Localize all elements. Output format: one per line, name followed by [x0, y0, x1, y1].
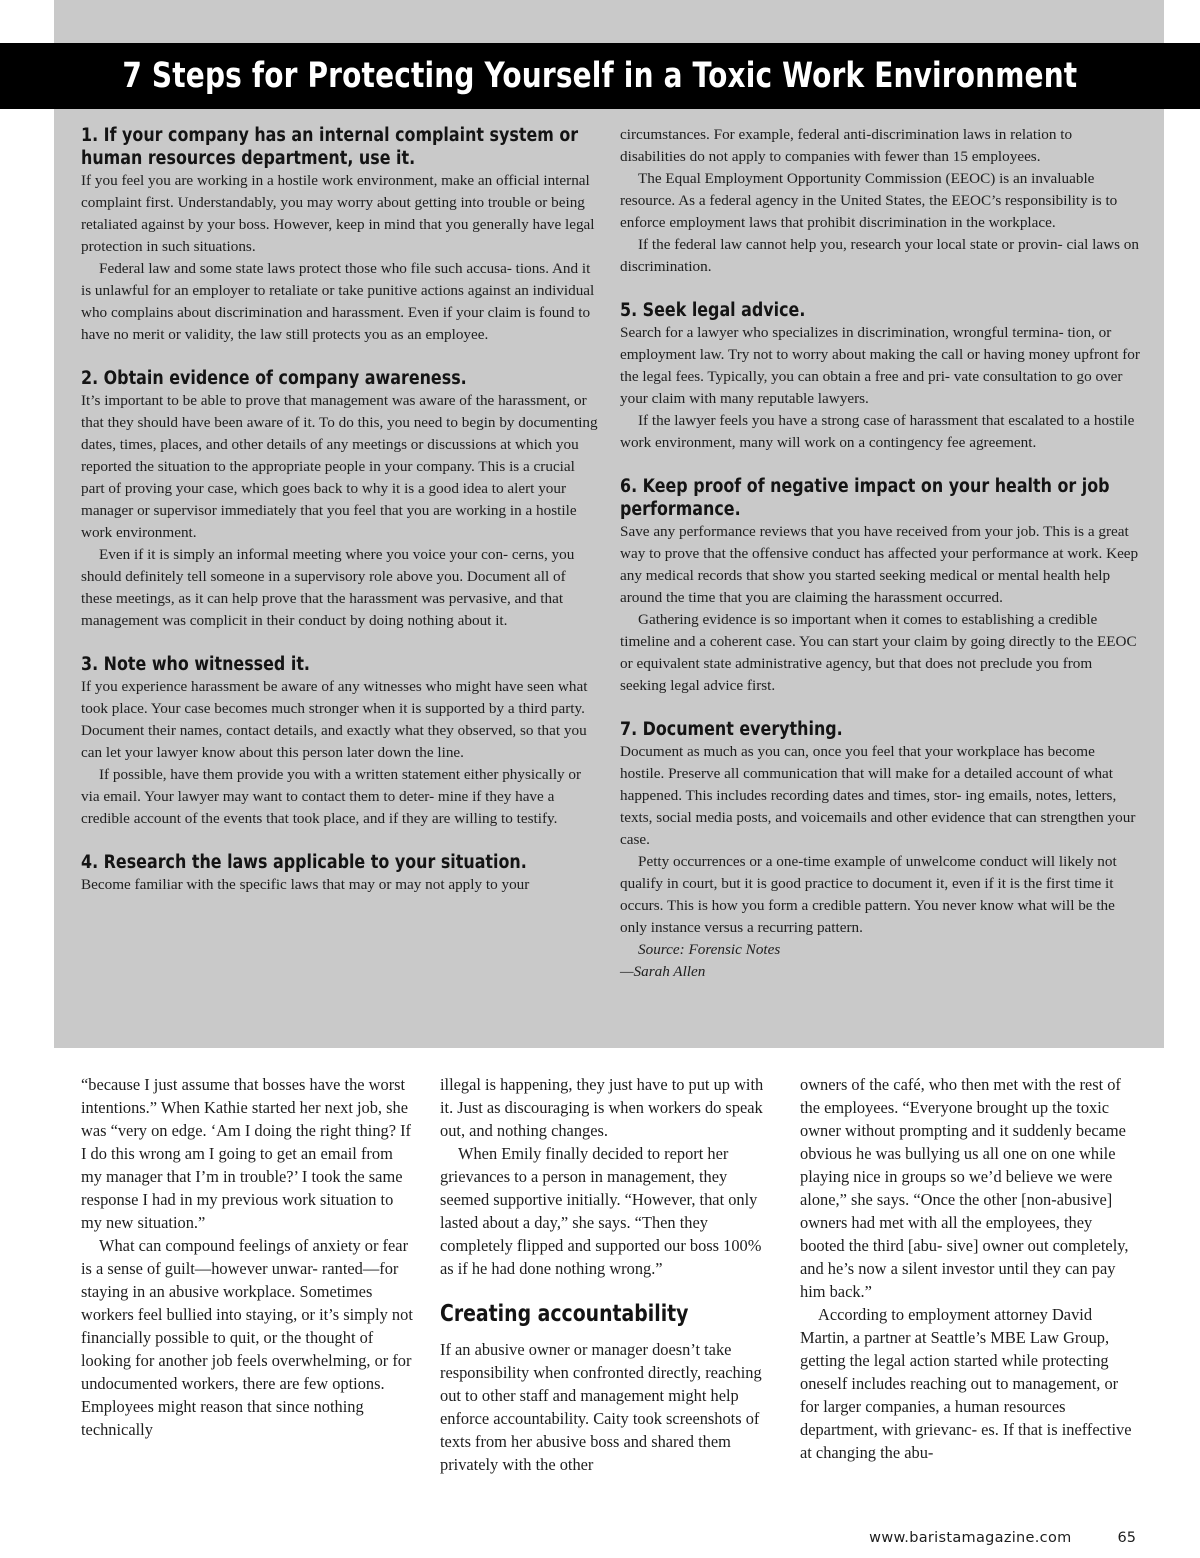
step-1-paragraph: If you feel you are working in a hostile work environment, make an official internal complaint first. Understandably, you may worry about getting into trouble or being retaliated against by your boss. However, keep in mind that you generally have legal protection in such situations. [81, 172, 595, 255]
step-3-paragraph: If you experience harassment be aware of any witnesses who might have seen what took place. Your case becomes much stronger when it is supported by a third party. Document their names, contact details, and exactly what they observed, so that you can let your lawyer know about this person later down the line. [81, 678, 588, 761]
step-1-paragraph: Federal law and some state laws protect those who file such accusa- tions. And it is unlawful for an employer to retaliate or take punitive actions against an individual who complains about discrimination and harassment. Even if your claim is found to have no merit or validity, the law still protects you as an employee. [81, 260, 595, 343]
sidebar-right-column [620, 124, 1140, 983]
article-paragraph: illegal is happening, they just have to put up with it. Just as discouraging is when workers do speak out, and nothing changes. [440, 1075, 764, 1140]
step-1 [81, 124, 599, 346]
step-4-paragraph: If the federal law cannot help you, research your local state or provin- cial laws on discrimination. [620, 236, 1139, 275]
step-3-heading: 3. Note who witnessed it. [81, 654, 310, 675]
step-4-paragraph: The Equal Employment Opportunity Commission (EEOC) is an invaluable resource. As a federal agency in the United States, the EEOC’s responsibility is to enforce employment laws that prohibit discrimination in the workplace. [620, 170, 1118, 231]
article-paragraph: According to employment attorney David Martin, a partner at Seattle’s MBE Law Group, getting the legal action started while protecting oneself includes reaching out to management, or for larger companies, a human resources department, with grievanc- es. If that is ineffective at changing the abu- [800, 1305, 1132, 1462]
article-paragraph: If an abusive owner or manager doesn’t take responsibility when confronted directly, reaching out to other staff and management might help enforce accountability. Caity took screenshots of texts from her abusive boss and shared them privately with the other [440, 1340, 762, 1474]
article-paragraph: “because I just assume that bosses have the worst intentions.” When Kathie started her next job, she was “very on edge. ‘Am I doing the right thing? If I do this wrong am I going to get an email from my manager that I’m in trouble?’ I took the same response I had in my previous work situation to my new situation.” [81, 1075, 411, 1232]
step-7-heading: 7. Document everything. [620, 719, 843, 740]
source-credit: Source: Forensic Notes [638, 941, 781, 958]
footer-url: www.baristamagazine.com [869, 1530, 1072, 1546]
article-paragraph: When Emily finally decided to report her grievances to a person in management, they seemed supportive initially. “However, that only lasted about a day,” she says. “Then they completely flipped and supported our boss 100% as if he had done nothing wrong.” [440, 1144, 762, 1278]
page-footer [869, 1530, 1136, 1546]
author-byline: —Sarah Allen [620, 963, 706, 980]
step-6-heading: 6. Keep proof of negative impact on your health or job performance. [620, 476, 1110, 520]
step-2-paragraph: It’s important to be able to prove that management was aware of the harassment, or that they should have been aware of it. To do this, you need to begin by documenting dates, times, places, and other details of any meetings or discussions at which you reported the situation to the appropriate people in your company. This is a crucial part of proving your case, which goes back to why it is a good idea to alert your manager or supervisor immediately that you feel that you are working in a hostile work environment. [81, 392, 598, 541]
step-2 [81, 367, 599, 632]
step-1-heading: 1. If your company has an internal complaint system or human resources department, use it. [81, 125, 579, 169]
article-paragraph: What can compound feelings of anxiety or fear is a sense of guilt—however unwar- ranted—for staying in an abusive workplace. Sometimes workers feel bullied into staying, or it’s simply not financially possible to quit, or the thought of looking for another job feels overwhelming, or for undocumented workers, there are few options. Employees might reason that since nothing technically [81, 1236, 413, 1439]
step-5-paragraph: If the lawyer feels you have a strong case of harassment that escalated to a hostile work environment, many will work on a contingency fee agreement. [620, 412, 1135, 451]
step-4-paragraph: Become familiar with the specific laws that may or may not apply to your [81, 876, 530, 893]
step-5-paragraph: Search for a lawyer who specializes in discrimination, wrongful termina- tion, or employment law. Try not to worry about making the call or having money upfront for the legal fees. Typically, you can obtain a free and pri- vate consultation to go over your claim with many reputable lawyers. [620, 324, 1140, 407]
step-3-paragraph: If possible, have them provide you with a written statement either physically or via email. Your lawyer may want to contact them to deter- mine if they have a credible account of the events that took place, and if they are willing to testify. [81, 766, 582, 827]
step-2-heading: 2. Obtain evidence of company awareness. [81, 368, 467, 389]
step-7 [620, 718, 1140, 939]
step-2-paragraph: Even if it is simply an informal meeting where you voice your con- cerns, you should definitely tell someone in a supervisory role above you. Document all of these meetings, as it can help prove that the harassment was pervasive, and that management was complicit in their conduct by doing nothing about it. [81, 546, 575, 629]
step-6 [620, 475, 1140, 697]
step-4-heading: 4. Research the laws applicable to your situation. [81, 852, 527, 873]
page-number: 65 [1117, 1530, 1136, 1546]
step-4 [81, 851, 599, 896]
section-subheading: Creating accountability [440, 1301, 689, 1327]
step-5-heading: 5. Seek legal advice. [620, 300, 806, 321]
sidebar-left-column [81, 124, 599, 896]
article-column-1 [81, 1073, 417, 1441]
article-column-2 [440, 1073, 776, 1476]
step-3 [81, 653, 599, 830]
step-6-paragraph: Gathering evidence is so important when it comes to establishing a credible timeline and a coherent case. You can start your claim by going directly to the EEOC or equivalent state administrative agency, but that does not preclude you from seeking legal advice first. [620, 611, 1137, 694]
step-5 [620, 299, 1140, 454]
step-6-paragraph: Save any performance reviews that you have received from your job. This is a great way to prove that the offensive conduct has affected your performance at work. Keep any medical records that show you started seeking medical or mental health help around the time that you are claiming the harassment occurred. [620, 523, 1139, 606]
article-paragraph: owners of the café, who then met with the rest of the employees. “Everyone brought up the toxic owner without prompting and it suddenly became obvious he was bullying us all one on one while playing nice in groups so we’d believe we were alone,” she says. “Once the other [non-abusive] owners had met with all the employees, they booted the third [abu- sive] owner out completely, and he’s now a silent investor until they can pay him back.” [800, 1075, 1129, 1301]
article-column-3 [800, 1073, 1136, 1464]
title-banner [0, 43, 1200, 109]
sidebar-title: 7 Steps for Protecting Yourself in a Toxic Work Environment [122, 56, 1078, 96]
step-7-paragraph: Document as much as you can, once you feel that your workplace has become hostile. Preserve all communication that will make for a detailed account of what happened. This includes recording dates and times, stor- ing emails, notes, letters, texts, social media posts, and voicemails and other evidence that can strengthen your case. [620, 743, 1136, 848]
step-4-paragraph-continued: circumstances. For example, federal anti-discrimination laws in relation to disabilities do not apply to companies with fewer than 15 employees. [620, 126, 1073, 165]
step-7-paragraph: Petty occurrences or a one-time example of unwelcome conduct will likely not qualify in court, but it is good practice to document it, even if it is the first time it occurs. This is how you form a credible pattern. You never know what will be the only instance versus a recurring pattern. [620, 853, 1117, 936]
